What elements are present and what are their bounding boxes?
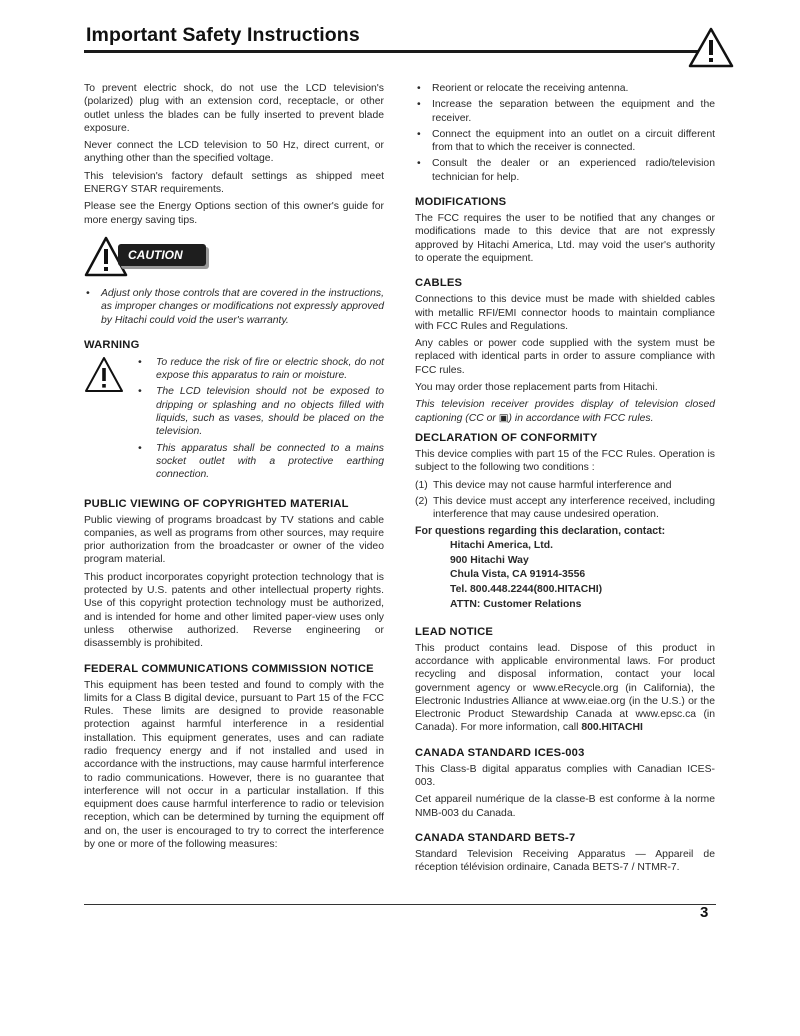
- modifications-paragraph: The FCC requires the user to be notified that any changes or modifications made to this device that are not expressly approved by Hitachi America, Ltd. may void the user's authority to operate the equipment.: [415, 213, 715, 264]
- caution-label: CAUTION: [118, 244, 206, 266]
- ices-heading: CANADA STANDARD ICES-003: [415, 746, 585, 759]
- lead-paragraph: This product contains lead. Dispose of this product in accordance with applicable environmental laws. For product recycling and disposal information, contact your local government agency or www.eRecycle.org (in California), the Electronic Industries Alliance at www.eiae.org (in the U.S.) or the Electronic Product Stewardship Canada at www.epsc.ca (in Canada). For more information, call 800.HITACHI: [415, 642, 715, 734]
- modifications-heading: MODIFICATIONS: [415, 196, 507, 209]
- left-column: [84, 82, 384, 855]
- warning-item: • The LCD television should not be exposed to dripping or splashing and no objects filled with liquids, such as vases, should be placed on the television.: [136, 385, 384, 438]
- warning-item: • To reduce the risk of fire or electric shock, do not expose this apparatus to rain or moisture.: [136, 356, 384, 383]
- condition-item: (1) This device may not cause harmful interference and: [415, 479, 672, 491]
- lead-phone: 800.HITACHI: [581, 722, 643, 734]
- captions-paragraph: This television receiver provides display of television closed captioning (CC or ▣) in accordance with FCC rules.: [415, 399, 715, 424]
- page-title: Important Safety Instructions: [86, 24, 360, 46]
- conditions-list: [415, 479, 715, 522]
- conformity-paragraph: This device complies with part 15 of the FCC Rules. Operation is subject to the following two conditions :: [415, 448, 715, 474]
- caution-banner: [84, 235, 384, 279]
- header-rule: [84, 50, 709, 53]
- measure-item: • Connect the equipment into an outlet on a circuit different from that to which the receiver is connected.: [415, 128, 715, 155]
- cables-paragraph: Connections to this device must be made with shielded cables with metallic RFI/EMI connector hoods to maintain compliance with FCC Rules and Regulations.: [415, 294, 715, 332]
- right-column: [415, 82, 715, 879]
- ices-paragraph: Cet appareil numérique de la classe-B est conforme à la norme NMB-003 du Canada.: [415, 794, 715, 819]
- fcc-paragraph: This equipment has been tested and found to comply with the limits for a Class B digital device, pursuant to Part 15 of the FCC Rules. These limits are designed to provide reasonable protection against harmful interference in a residential installation. This equipment generates, uses and can radiate radio frequency energy and if not installed and used in accordance with the instructions, may cause harmful interference to radio communications. However, there is no guarantee that interference will not occur in a particular installation. If this equipment does cause harmful interference to radio or television reception, which can be determined by turning the equipment off and on, the user is encouraged to try to correct the interference by one or more of the following measures:: [84, 679, 384, 851]
- cables-paragraph: Any cables or power code supplied with the system must be replaced with identical parts in order to assure compliance with FCC rules.: [415, 338, 715, 376]
- warning-icon: [84, 356, 124, 394]
- contact-phone: Tel. 800.448.2244(800.HITACHI): [450, 584, 603, 596]
- measure-item: • Consult the dealer or an experienced radio/television technician for help.: [415, 157, 715, 184]
- page-header: [84, 22, 724, 70]
- measure-item: • Reorient or relocate the receiving antenna.: [415, 82, 715, 95]
- intro-paragraph: Never connect the LCD television to 50 Hz, direct current, or anything other than the specified voltage.: [84, 140, 384, 165]
- intro-paragraph: Please see the Energy Options section of this owner's guide for more energy saving tips.: [84, 201, 384, 226]
- ices-paragraph: This Class-B digital apparatus complies with Canadian ICES-003.: [415, 763, 715, 789]
- warning-block: [84, 356, 384, 482]
- contact-address: [415, 539, 715, 613]
- public-viewing-paragraph: This product incorporates copyright protection technology that is protected by U.S. patents and other intellectual property rights. Use of this copyright protection technology must be authorized, and is intended for home and other limited paper-view uses only unless otherwise authorized. Reverse engineering or disassembly is prohibited.: [84, 571, 384, 650]
- warning-item: • This apparatus shall be connected to a mains socket outlet with a protective earthing connection.: [136, 442, 384, 482]
- condition-item: (2) This device must accept any interference received, including interference that may cause undesired operation.: [415, 495, 715, 521]
- contact-city: Chula Vista, CA 91914-3556: [450, 569, 586, 581]
- intro-paragraph: To prevent electric shock, do not use the LCD television's (polarized) plug with an extension cord, receptacle, or other outlet unless the blades can be fully inserted to prevent blade exposure.: [84, 83, 384, 134]
- caution-list: [84, 287, 384, 327]
- warning-triangle-icon: [688, 26, 734, 68]
- contact-attn: ATTN: Customer Relations: [450, 598, 582, 610]
- cables-paragraph: You may order those replacement parts from Hitachi.: [415, 382, 658, 394]
- public-viewing-paragraph: Public viewing of programs broadcast by TV stations and cable companies, as well as programs from other sources, may require prior authorization from the broadcaster or owner of the video program material.: [84, 514, 384, 566]
- bets-paragraph: Standard Television Receiving Apparatus — Appareil de réception télévision ordinaire, Canada BETS-7 / NTMR-7.: [415, 848, 715, 874]
- measure-item: • Increase the separation between the equipment and the receiver.: [415, 98, 715, 125]
- questions-heading: For questions regarding this declaration, contact:: [415, 525, 666, 538]
- lead-heading: LEAD NOTICE: [415, 625, 494, 638]
- page-number: 3: [700, 904, 709, 921]
- bets-heading: CANADA STANDARD BETS-7: [415, 831, 576, 844]
- public-viewing-heading: PUBLIC VIEWING OF COPYRIGHTED MATERIAL: [84, 497, 349, 510]
- cables-heading: CABLES: [415, 277, 463, 290]
- warning-heading: WARNING: [84, 338, 140, 351]
- footer-rule: [84, 904, 716, 905]
- caution-item: • Adjust only those controls that are covered in the instructions, as improper changes or modifications not expressly approved by Hitachi could void the user's warranty.: [84, 287, 384, 327]
- warning-list: [136, 356, 384, 482]
- measures-list: [415, 82, 715, 184]
- fcc-heading: FEDERAL COMMUNICATIONS COMMISSION NOTICE: [84, 662, 374, 675]
- intro-paragraph: This television's factory default settings as shipped meet ENERGY STAR requirements.: [84, 170, 384, 196]
- conformity-heading: DECLARATION OF CONFORMITY: [415, 431, 598, 444]
- contact-street: 900 Hitachi Way: [450, 554, 529, 566]
- contact-company: Hitachi America, Ltd.: [450, 539, 553, 551]
